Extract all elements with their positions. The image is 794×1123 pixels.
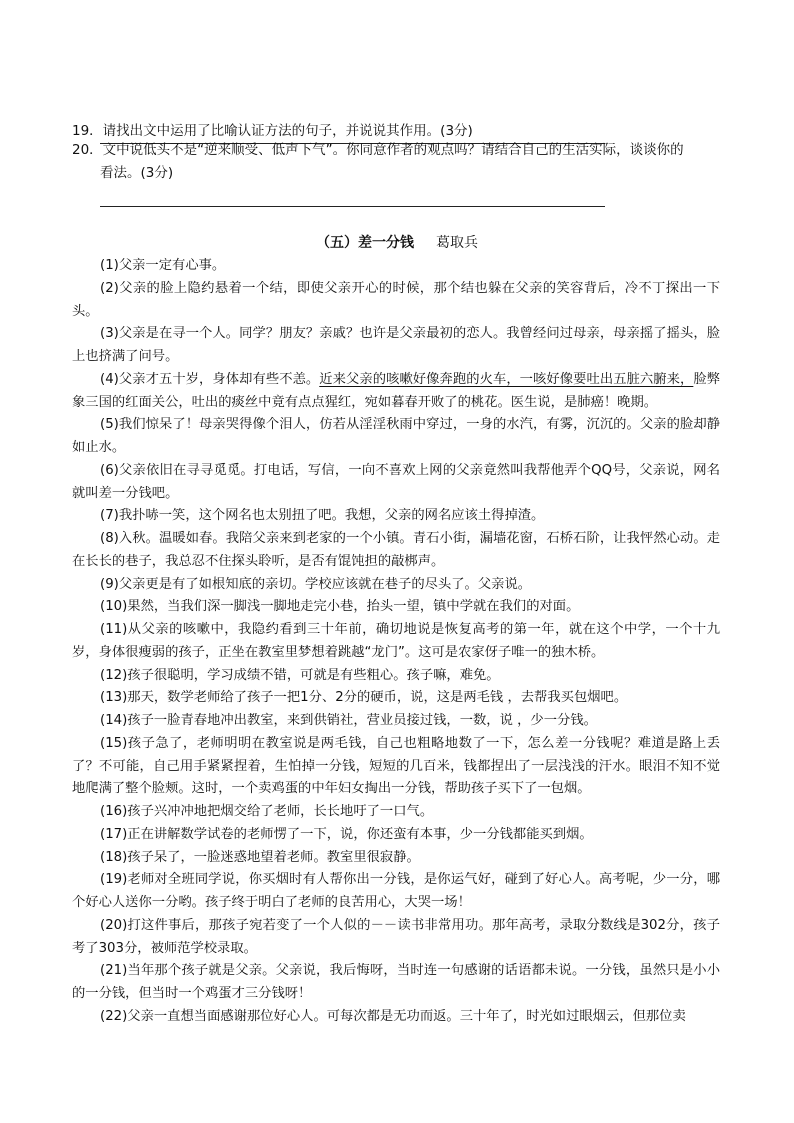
article-paragraph — [72, 369, 720, 415]
article-paragraph: (8)入秋。温暖如春。我陪父亲来到老家的一个小镇。青石小街，漏墙花窗，石桥石阶，让我怦然心动。走在长长的巷子，我总忍不住探头聆听，是否有馄饨担的敲梆声。 — [72, 531, 720, 569]
article-paragraph: (15)孩子急了，老师明明在教室说是两毛钱，自己也粗略地数了一下，怎么差一分钱呢？难道是路上丢了？不可能，自己用手紧紧捏着，生怕掉一分钱，短短的几百米，钱都捏出了一层浅浅的汗水。眼泪不知不觉地爬满了整个脸颊。这时，一个卖鸡蛋的中年妇女掏出一分钱，帮助孩子买下了一包烟。 — [72, 735, 720, 797]
article-paragraph: (2)父亲的脸上隐约悬着一个结，即使父亲开心的时候，那个结也躲在父亲的笑容背后，冷不丁探出一下头。 — [72, 280, 720, 319]
article-paragraph: (5)我们惊呆了！母亲哭得像个泪人，仿若从淫淫秋雨中穿过，一身的水汽，有雾，沉沉的。父亲的脸却静如止水。 — [72, 417, 720, 455]
question-20-line-2: 看法。(3分) — [100, 165, 174, 181]
article-paragraph: (18)孩子呆了，一脸迷惑地望着老师。教室里很寂静。 — [100, 849, 420, 865]
article-heading — [0, 234, 794, 252]
paragraph-text: (4)父亲才五十岁，身体却有些不恙。 — [100, 371, 320, 387]
article-paragraph: (10)果然，当我们深一脚浅一脚地走完小巷，抬头一望，镇中学就在我们的对面。 — [100, 599, 580, 615]
article-paragraph: (20)打这件事后，那孩子宛若变了一个人似的－－读书非常用功。那年高考，录取分数线是302分，孩子考了303分，被师范学校录取。 — [72, 917, 720, 956]
article-paragraph: (6)父亲依旧在寻寻觅觅。打电话，写信，一向不喜欢上网的父亲竟然叫我帮他弄个QQ号，父亲说，网名就叫差一分钱吧。 — [72, 462, 720, 501]
article-paragraph: (16)孩子兴冲冲地把烟交给了老师，长长地吁了一口气。 — [100, 804, 434, 819]
article-title: （五）差一分钱 — [316, 235, 414, 251]
article-paragraph: (14)孩子一脸青春地冲出教室，来到供销社，营业员接过钱，一数，说 ，少一分钱。 — [100, 713, 597, 728]
article-body — [72, 255, 720, 1029]
answer-line-20 — [100, 206, 605, 207]
question-19: 19．请找出文中运用了比喻认证方法的句子，并说说其作用。(3分) — [72, 123, 473, 139]
article-paragraph: (22)父亲一直想当面感谢那位好心人。可每次都是无功而返。三十年了，时光如过眼烟云，但那位卖 — [100, 1008, 686, 1024]
article-paragraph: (12)孩子很聪明，学习成绩不错，可就是有些粗心。孩子嘛，难免。 — [100, 667, 500, 683]
article-paragraph: (7)我扑哧一笑，这个网名也太别扭了吧。我想，父亲的网名应该土得掉渣。 — [100, 508, 545, 524]
article-paragraph: (17)正在讲解数学试卷的老师愣了一下，说，你还蛮有本事，少一分钱都能买到烟。 — [100, 826, 593, 842]
article-author: 葛取兵 — [436, 235, 478, 251]
article-paragraph: (11)从父亲的咳嗽中，我隐约看到三十年前，确切地说是恢复高考的第一年，就在这个中学，一个十九岁，身体很瘦弱的孩子，正坐在教室里梦想着跳越“龙门”。这可是农家伢子唯一的独木桥。 — [72, 622, 720, 660]
article-paragraph: (13)那天，数学老师给了孩子一把1分、2分的硬币，说，这是两毛钱 ，去帮我买包烟吧。 — [100, 690, 628, 706]
article-paragraph: (19)老师对全班同学说，你买烟时有人帮你出一分钱，是你运气好，碰到了好心人。高考呢，少一分，哪个好心人送你一分哟。孩子终于明白了老师的良苦用心，大哭一场！ — [72, 872, 720, 910]
article-paragraph: (1)父亲一定有心事。 — [100, 258, 226, 273]
article-paragraph: (21)当年那个孩子就是父亲。父亲说，我后悔呀，当时连一句感谢的话语都未说。一分钱，虽然只是小小的一分钱，但当时一个鸡蛋才三分钱呀！ — [72, 963, 720, 1001]
article-paragraph: (9)父亲更是有了如根知底的亲切。学校应该就在巷子的尽头了。父亲说。 — [100, 576, 532, 592]
article-paragraph: (3)父亲是在寻一个人。同学？朋友？亲戚？也许是父亲最初的恋人。我曾经问过母亲，母亲摇了摇头，脸上也挤满了问号。 — [72, 326, 720, 364]
paragraph-text: 脸弊象三国的红面关公，吐出的痰丝中竟有点点猩红，宛如暮春开败了的桃花。医生说，是肺癌！晚期。 — [72, 371, 721, 410]
question-20-line-1: 20．文中说低头不是“逆来顺受、低声下气”。你同意作者的观点吗？请结合自己的生活实际，谈谈你的 — [72, 142, 684, 158]
underlined-simile-sentence: 近来父亲的咳嗽好像奔跑的火车，一咳好像要吐出五脏六腑来， — [319, 371, 694, 387]
